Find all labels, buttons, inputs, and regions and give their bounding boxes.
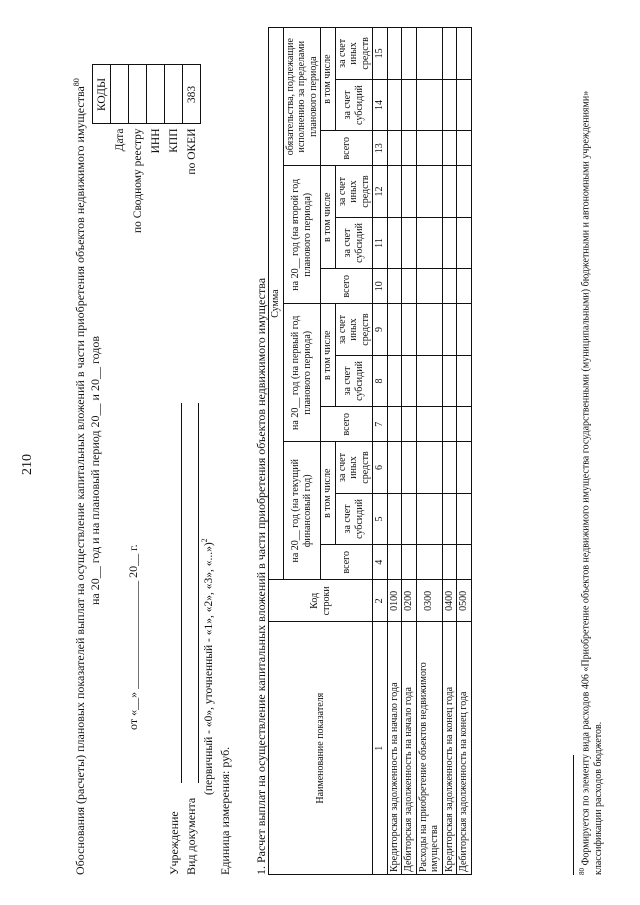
col-header-incl: в том числе [321,28,336,131]
codes-row [129,65,147,237]
col-number: 1 [373,622,388,875]
col-header-subsidies: за счет субсидий [335,355,373,406]
value-cell[interactable] [416,269,442,304]
row-code: 0100 [387,580,402,622]
row-name: Кредиторская задолженность на начало года [387,622,402,875]
codes-row-label: по ОКЕИ [185,128,198,175]
col-header-code: Код строки [269,580,373,622]
institution-label: Учреждение [167,811,181,875]
title-footnote-ref: 80 [72,78,81,87]
row-name: Расходы на приобретение объектов недвижимого имущества [416,622,442,875]
value-cell[interactable] [402,28,417,80]
value-cell[interactable] [442,269,457,304]
value-cell[interactable] [416,545,442,580]
row-name: Дебиторская задолженность на конец года [457,622,472,875]
col-header-total: всего [321,269,373,304]
document-subtitle: на 20__ год и на плановый период 20__ и 20__ годов [88,335,102,605]
value-cell[interactable] [457,79,472,130]
col-number: 13 [373,131,388,166]
col-header-period: на 20__ год (на первый год планового периода) [283,304,321,442]
value-cell[interactable] [387,131,402,166]
row-code: 0300 [416,580,442,622]
value-cell[interactable] [387,166,402,217]
value-cell[interactable] [457,28,472,80]
row-code: 0400 [442,580,457,622]
codes-row-label: ИНН [149,128,162,154]
codes-row [165,65,183,237]
col-number: 14 [373,79,388,130]
doc-type-note [200,538,215,795]
value-cell[interactable] [402,355,417,406]
codes-row-value[interactable] [165,65,183,124]
col-header-incl: в том числе [321,304,336,407]
codes-header: КОДЫ [93,65,111,124]
col-header-incl: в том числе [321,166,336,269]
col-header-total: всего [321,131,373,166]
column-number-row [373,28,388,875]
col-header-subsidies: за счет субсидий [335,493,373,544]
value-cell[interactable] [457,442,472,493]
value-cell[interactable] [387,545,402,580]
value-cell[interactable] [416,304,442,355]
col-header-total: всего [321,545,373,580]
value-cell[interactable] [457,493,472,544]
col-header-other: за счет иных средств [335,304,373,355]
codes-header-row [93,65,111,237]
value-cell[interactable] [416,493,442,544]
value-cell[interactable] [402,79,417,130]
value-cell[interactable] [416,131,442,166]
value-cell[interactable] [442,407,457,442]
col-number: 10 [373,269,388,304]
value-cell[interactable] [442,304,457,355]
value-cell[interactable] [416,28,442,80]
col-header-other: за счет иных средств [335,442,373,493]
value-cell[interactable] [457,131,472,166]
value-cell[interactable] [457,355,472,406]
col-header-subsidies: за счет субсидий [335,79,373,130]
col-header-period: обязательства, подлежащие исполнению за пределами планового периода [283,28,321,166]
institution-row [167,403,182,875]
codes-row [111,65,129,237]
value-cell[interactable] [442,217,457,268]
value-cell[interactable] [387,79,402,130]
col-number: 15 [373,28,388,80]
page-number: 210 [20,454,35,475]
col-header-incl: в том числе [321,442,336,545]
value-cell[interactable] [457,407,472,442]
table-row [457,28,472,875]
codes-row-value[interactable] [111,65,129,124]
doc-type-field [198,403,199,783]
value-cell[interactable] [457,545,472,580]
col-number: 2 [373,580,388,622]
doc-type-note-text: (первичный - «0», уточненный - «1», «2», «3», «...») [202,542,215,795]
col-number: 12 [373,166,388,217]
col-header-name: Наименование показателя [269,622,373,875]
doc-type-label: Вид документа [184,797,198,875]
value-cell[interactable] [457,166,472,217]
value-cell[interactable] [402,407,417,442]
value-cell[interactable] [387,442,402,493]
codes-row-value[interactable]: 383 [183,65,201,124]
value-cell[interactable] [387,493,402,544]
codes-row [183,65,201,237]
table-row [442,28,457,875]
document-title-text: Обоснования (расчеты) плановых показателей выплат на осуществление капитальных вложений в части приобретения объектов недвижимого имущества [73,86,87,875]
footnote-divider [573,755,574,875]
footnote-mark: 80 [578,868,586,875]
codes-row-value[interactable] [147,65,165,124]
value-cell[interactable] [442,493,457,544]
value-cell[interactable] [402,304,417,355]
value-cell[interactable] [387,355,402,406]
value-cell[interactable] [416,79,442,130]
value-cell[interactable] [402,131,417,166]
section-heading: 1. Расчет выплат на осуществление капитальных вложений в части приобретения объектов недвижимого имущества [254,277,268,875]
col-number: 11 [373,217,388,268]
value-cell[interactable] [402,493,417,544]
value-cell[interactable] [402,545,417,580]
value-cell[interactable] [402,217,417,268]
value-cell[interactable] [416,166,442,217]
col-header-period: на 20__ год (на текущий финансовый год) [283,442,321,580]
units-label: Единица измерения: руб. [218,746,232,875]
header-row-1 [269,28,284,875]
value-cell[interactable] [387,407,402,442]
table-row [402,28,417,875]
value-cell[interactable] [402,442,417,493]
col-header-period: на 20__ год (на второй год планового периода) [283,166,321,304]
value-cell[interactable] [442,131,457,166]
value-cell[interactable] [442,79,457,130]
row-code: 0200 [402,580,417,622]
row-name: Дебиторская задолженность на начало года [402,622,417,875]
value-cell[interactable] [416,217,442,268]
col-number: 8 [373,355,388,406]
value-cell[interactable] [387,304,402,355]
value-cell[interactable] [387,269,402,304]
col-number: 9 [373,304,388,355]
value-cell[interactable] [442,355,457,406]
value-cell[interactable] [402,269,417,304]
value-cell[interactable] [442,545,457,580]
date-line: от «__» __________________ 20__ г. [126,544,140,730]
col-header-sum: Сумма [269,28,284,580]
col-header-subsidies: за счет субсидий [335,217,373,268]
col-number: 7 [373,407,388,442]
value-cell[interactable] [416,355,442,406]
value-cell[interactable] [442,28,457,80]
value-cell[interactable] [416,442,442,493]
row-code: 0500 [457,580,472,622]
institution-field [181,403,182,783]
codes-row-label: по Сводному реестру [131,128,144,233]
table-row [416,28,442,875]
document-title [72,78,88,875]
value-cell[interactable] [457,217,472,268]
calculation-table [268,27,472,875]
value-cell[interactable] [416,407,442,442]
codes-row-value[interactable] [129,65,147,124]
value-cell[interactable] [442,166,457,217]
codes-header-spacer [93,124,111,237]
col-number: 6 [373,442,388,493]
codes-row [147,65,165,237]
col-header-other: за счет иных средств [335,28,373,80]
value-cell[interactable] [387,28,402,80]
value-cell[interactable] [387,217,402,268]
col-number: 5 [373,493,388,544]
footnote-text: Формируется по элементу вида расходов 406 «Приобретение объектов недвижимого имущества государственными (муниципальными) бюджетными и автономными учреждениями» классификации расходов бюджетов. [580,90,605,875]
row-name: Кредиторская задолженность на конец года [442,622,457,875]
col-header-total: всего [321,407,373,442]
doc-type-note-footnote-ref: 2 [200,538,209,543]
value-cell[interactable] [402,166,417,217]
codes-row-label: КПП [167,128,180,153]
col-number: 4 [373,545,388,580]
footnote [578,29,605,875]
col-header-other: за счет иных средств [335,166,373,217]
value-cell[interactable] [442,442,457,493]
value-cell[interactable] [457,304,472,355]
table-row [387,28,402,875]
codes-row-label: Дата [113,128,126,152]
codes-table [92,64,201,237]
value-cell[interactable] [457,269,472,304]
doc-type-row [184,403,199,875]
